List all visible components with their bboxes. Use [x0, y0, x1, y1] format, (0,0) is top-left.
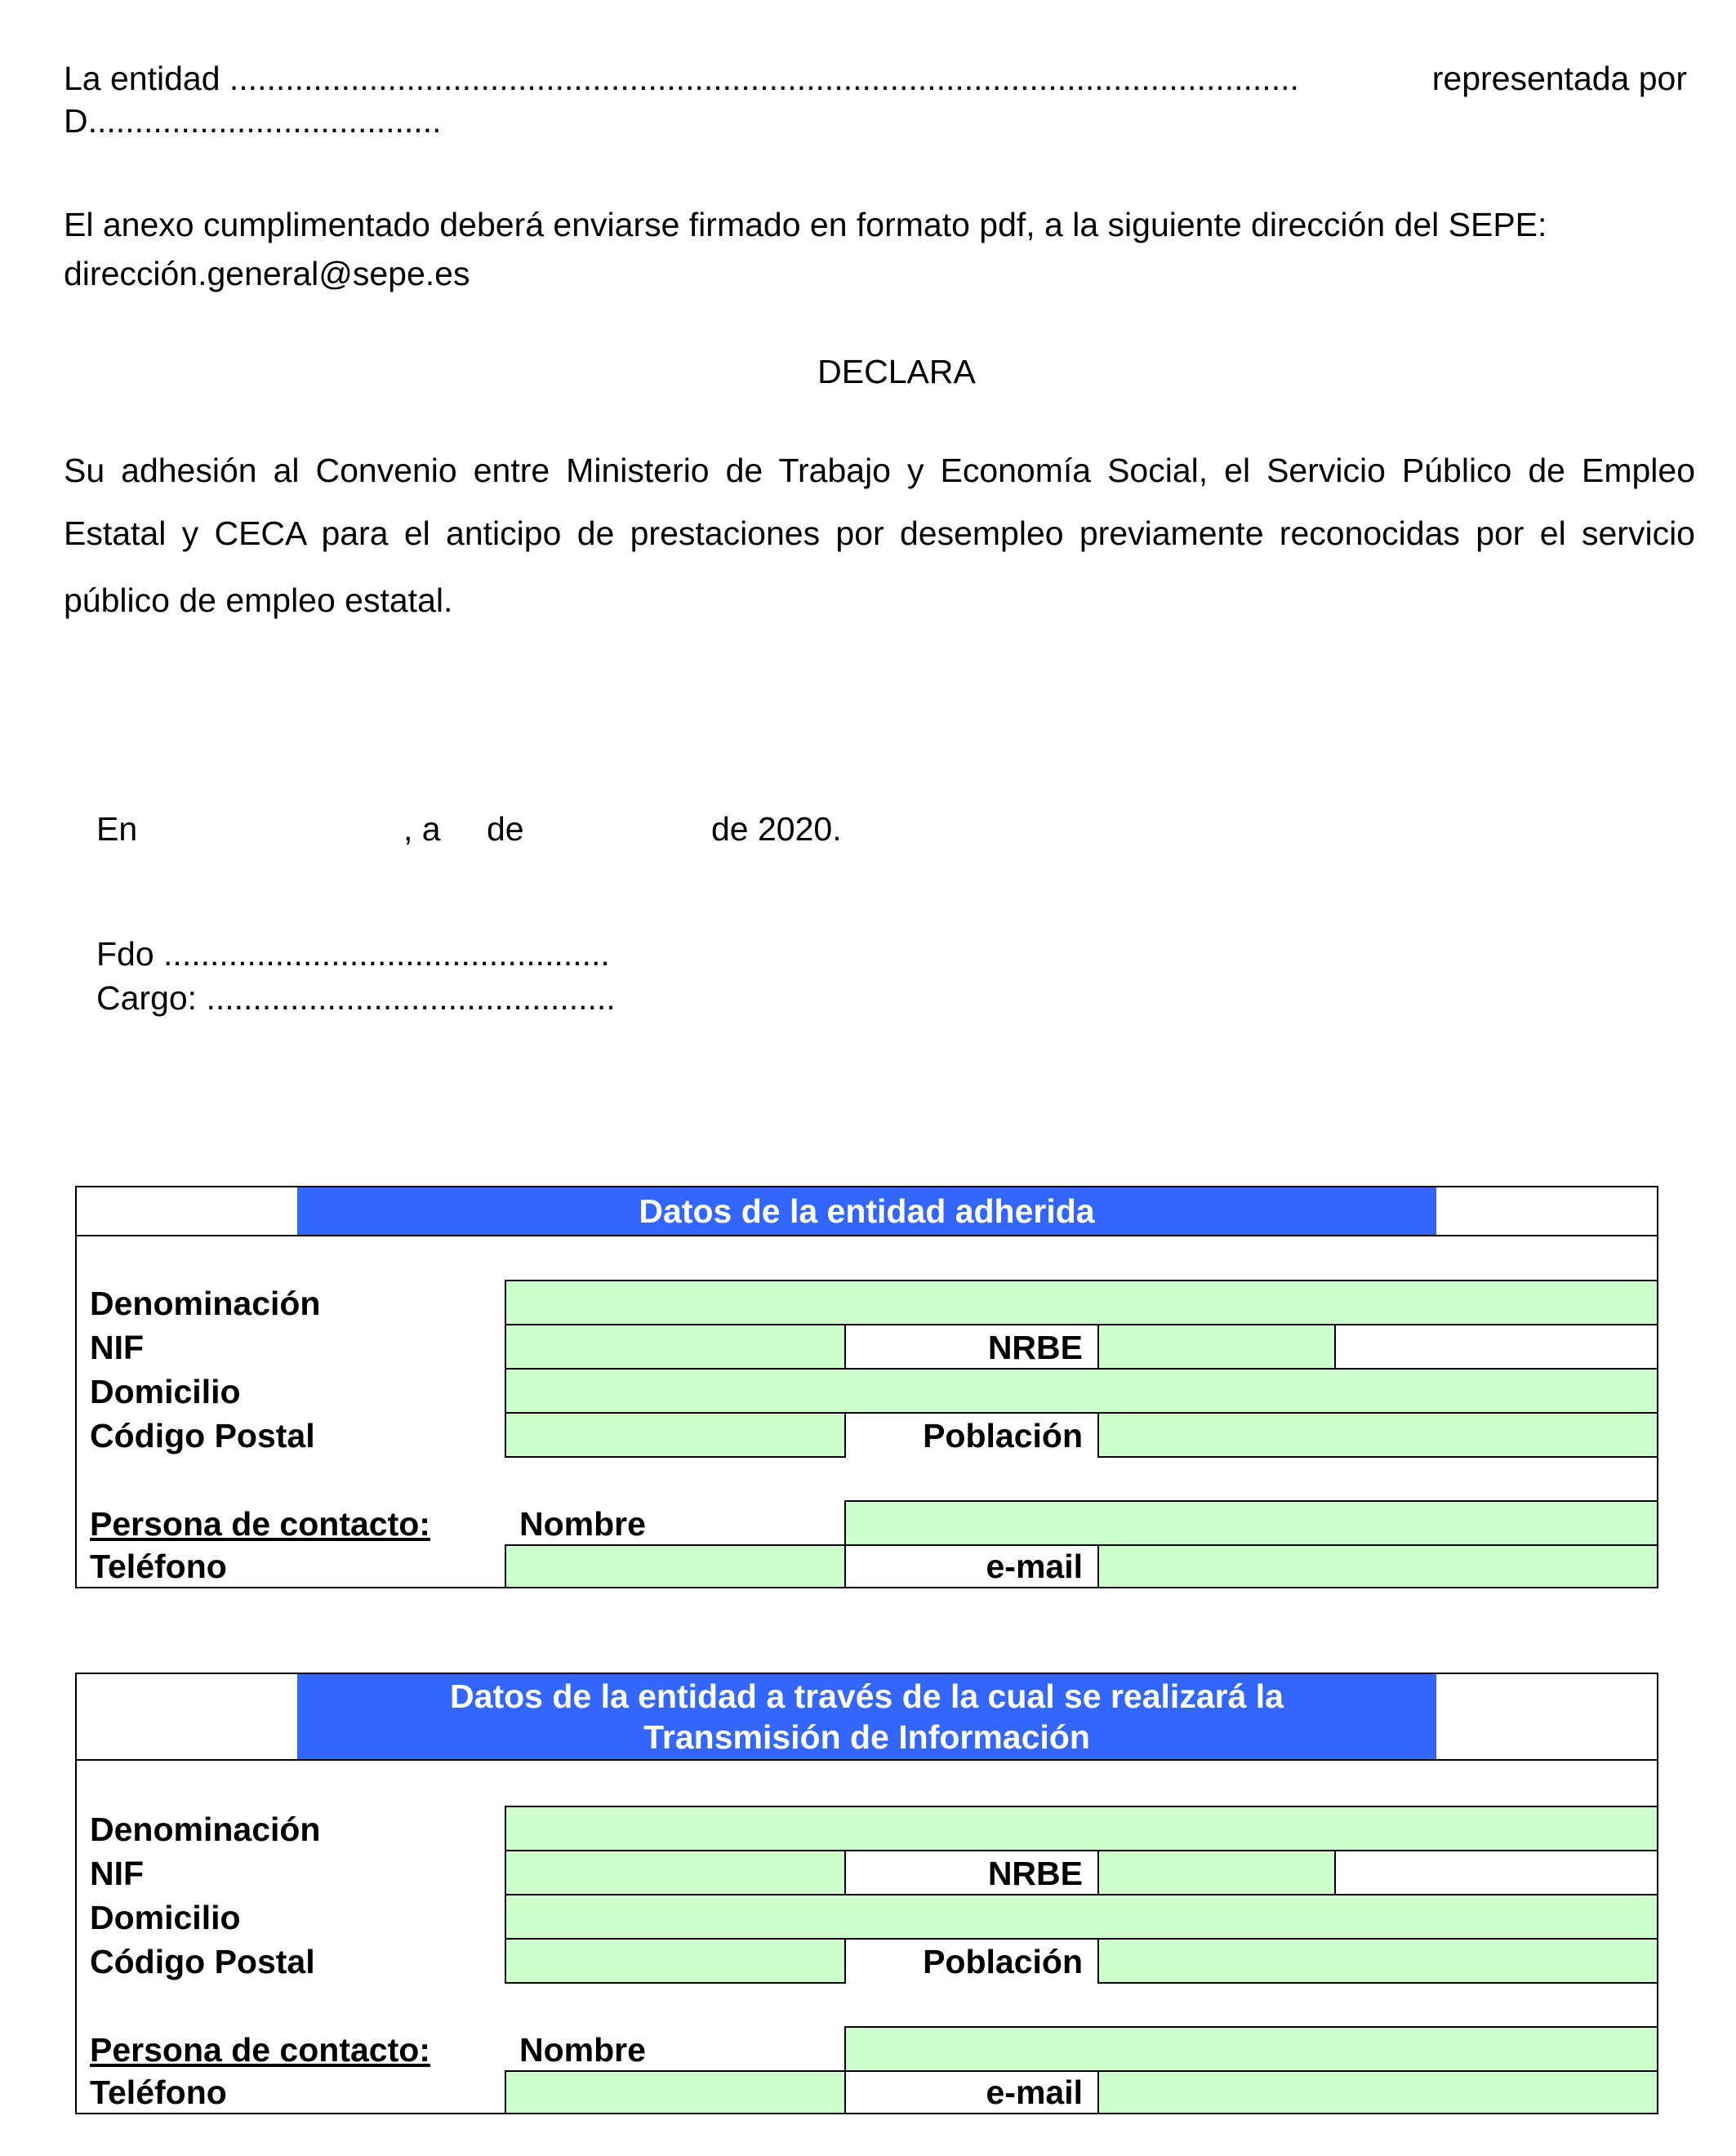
form1-nrbe-extra-cell — [1334, 1324, 1658, 1370]
form1-persona-contacto-label: Persona de contacto: — [90, 1505, 430, 1543]
form1-title: Datos de la entidad adherida — [297, 1187, 1436, 1235]
form2-email-label: e-mail — [986, 2074, 1083, 2111]
form2-nrbe-field[interactable] — [1097, 1850, 1336, 1895]
form1-codigo-postal-field[interactable] — [505, 1412, 846, 1458]
date-de: de — [487, 810, 524, 848]
form1-email-field[interactable] — [1097, 1544, 1658, 1588]
form1-nombre-label: Nombre — [519, 1505, 646, 1543]
form-entidad-transmision — [75, 1673, 1658, 2114]
form1-codigo-postal-label: Código Postal — [90, 1417, 315, 1454]
date-year: de 2020. — [711, 810, 842, 848]
form2-denominacion-field[interactable] — [505, 1806, 1658, 1851]
form2-nombre-field[interactable] — [844, 2026, 1658, 2072]
form2-nif-label: NIF — [90, 1855, 145, 1892]
form1-telefono-label: Teléfono — [90, 1548, 227, 1585]
form2-domicilio-field[interactable] — [505, 1894, 1658, 1940]
form2-codigo-postal-label: Código Postal — [90, 1943, 315, 1980]
representative-line: D...................................... — [64, 102, 442, 140]
form2-title-line2: Transmisión de Información — [643, 1718, 1090, 1756]
form2-telefono-label: Teléfono — [90, 2074, 227, 2111]
form2-title — [297, 1674, 1436, 1761]
form1-email-label: e-mail — [986, 1548, 1083, 1585]
form2-nrbe-extra-cell — [1334, 1850, 1658, 1895]
form2-title-line1: Datos de la entidad a través de la cual se realizará la — [450, 1677, 1284, 1715]
signature-cargo: Cargo: ............................................ — [96, 979, 616, 1017]
form2-domicilio-label: Domicilio — [90, 1899, 241, 1936]
form1-header-divider — [77, 1235, 1657, 1236]
declara-heading: DECLARA — [817, 353, 976, 390]
form2-nif-field[interactable] — [505, 1850, 846, 1895]
entity-line-left: La entidad ................................................................................................................... — [64, 60, 1299, 97]
form1-nombre-field[interactable] — [844, 1500, 1658, 1546]
form1-denominacion-field[interactable] — [505, 1280, 1658, 1325]
body-line-3: público de empleo estatal. — [64, 581, 453, 619]
form1-nrbe-label: NRBE — [987, 1329, 1083, 1366]
signature-fdo: Fdo ................................................ — [96, 935, 610, 973]
form1-denominacion-label: Denominación — [90, 1285, 321, 1322]
form2-nrbe-label: NRBE — [987, 1855, 1083, 1892]
form2-telefono-field[interactable] — [505, 2070, 846, 2114]
form2-persona-contacto-label: Persona de contacto: — [90, 2031, 430, 2069]
form1-nif-field[interactable] — [505, 1324, 846, 1370]
sepe-email[interactable]: dirección.general@sepe.es — [64, 255, 470, 292]
form1-domicilio-label: Domicilio — [90, 1373, 241, 1410]
form1-poblacion-field[interactable] — [1097, 1412, 1658, 1458]
entity-line-right: representada por — [1431, 60, 1687, 97]
form-entidad-adherida — [75, 1186, 1658, 1588]
form1-poblacion-label: Población — [923, 1417, 1083, 1454]
form2-poblacion-label: Población — [923, 1943, 1083, 1980]
date-en: En — [96, 810, 138, 848]
form1-domicilio-field[interactable] — [505, 1368, 1658, 1414]
form1-nrbe-field[interactable] — [1097, 1324, 1336, 1370]
body-line-1: Su adhesión al Convenio entre Ministerio de Trabajo y Economía Social, el Servicio Público de Empleo — [64, 452, 1695, 489]
date-a: , a — [403, 810, 441, 848]
form2-poblacion-field[interactable] — [1097, 1938, 1658, 1984]
form1-telefono-field[interactable] — [505, 1544, 846, 1588]
form2-denominacion-label: Denominación — [90, 1811, 321, 1848]
form2-email-field[interactable] — [1097, 2070, 1658, 2114]
form1-nif-label: NIF — [90, 1329, 145, 1366]
form2-nombre-label: Nombre — [519, 2031, 646, 2069]
form2-codigo-postal-field[interactable] — [505, 1938, 846, 1984]
body-line-2: Estatal y CECA para el anticipo de prestaciones por desempleo previamente reconocidas por el servicio — [64, 514, 1695, 552]
form2-header-divider — [77, 1759, 1657, 1761]
annex-instruction: El anexo cumplimentado deberá enviarse firmado en formato pdf, a la siguiente dirección del SEPE: — [64, 206, 1547, 243]
